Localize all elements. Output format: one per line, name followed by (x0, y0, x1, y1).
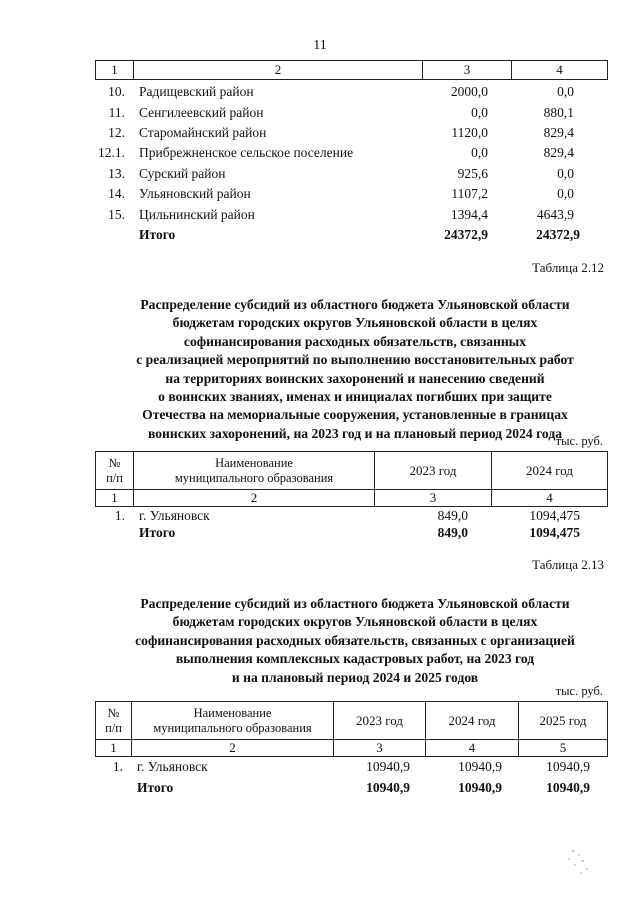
header-number-cell: 1 (96, 490, 134, 507)
title-line: софинансирования расходных обязательств, связанных (183, 333, 527, 349)
row-name: Сенгилеевский район (139, 104, 264, 120)
row-value-1: 0,0 (471, 104, 488, 120)
header-num-line: п/п (106, 470, 123, 485)
title-line: бюджетам городских округов Ульяновской области в целях (172, 614, 538, 630)
header-num-line: № (108, 455, 121, 470)
row-number: 11. (108, 104, 125, 120)
title-line: и на плановый период 2024 и 2025 годов (231, 669, 479, 685)
row-name: г. Ульяновск (137, 759, 208, 775)
header-number-cell: 2 (134, 61, 423, 80)
header-name-line: муниципального образования (153, 720, 312, 735)
total-value-2: 1094,475 (529, 524, 580, 540)
header-number-cell: 3 (375, 490, 492, 507)
table-212-body (95, 507, 608, 541)
title-line: с реализацией мероприятий по выполнению восстановительных работ (136, 352, 574, 368)
total-value-1: 849,0 (437, 524, 468, 540)
row-value-2: 1094,475 (529, 507, 580, 523)
table-row (95, 204, 608, 224)
header-number-cell: 1 (96, 740, 132, 757)
row-number: 13. (108, 165, 125, 181)
title-line: Распределение субсидий из областного бюджета Ульяновской области (140, 596, 570, 611)
title-line: Распределение субсидий из областного бюджета Ульяновской области (140, 297, 570, 312)
table-row (95, 82, 608, 102)
row-name: Ульяновский район (139, 186, 251, 202)
row-value-1: 1394,4 (450, 206, 488, 222)
row-name: Цильнинский район (139, 206, 255, 222)
header-number-cell: 4 (426, 740, 519, 757)
total-label: Итого (137, 779, 174, 795)
total-value-2: 10940,9 (458, 779, 502, 795)
row-name: Сурский район (139, 165, 226, 181)
header-name-cell (134, 452, 375, 490)
table-row (95, 507, 608, 524)
row-number: 12. (108, 124, 125, 140)
row-value-1: 925,6 (457, 165, 488, 181)
row-number: 14. (108, 186, 125, 202)
table-label: Таблица 2.12 (532, 260, 604, 275)
header-num-cell (96, 452, 134, 490)
row-value-1: 2000,0 (450, 84, 488, 100)
row-number: 10. (108, 84, 125, 100)
header-num-line: п/п (105, 720, 122, 735)
title-line: бюджетам городских округов Ульяновской области в целях (172, 315, 538, 331)
header-num-cell (96, 702, 132, 740)
table-212-header (95, 451, 608, 507)
row-number: 15. (108, 206, 125, 222)
scan-speckle (565, 845, 595, 880)
total-row (95, 524, 608, 541)
units-label: тыс. руб. (555, 684, 603, 698)
total-row (95, 225, 608, 245)
row-value-2: 880,1 (543, 104, 574, 120)
header-number-cell: 3 (334, 740, 426, 757)
header-number-cell: 2 (132, 740, 334, 757)
table-row (95, 184, 608, 204)
table-row (95, 143, 608, 163)
header-number-cell: 3 (423, 61, 512, 80)
total-label: Итого (139, 226, 176, 242)
row-value-3: 10940,9 (546, 759, 590, 775)
table-title (95, 595, 615, 687)
header-2024-cell: 2024 год (426, 702, 519, 740)
total-row (95, 777, 608, 797)
header-name-line: Наименование (193, 705, 272, 720)
row-value-2: 829,4 (543, 145, 574, 161)
header-number-cell: 5 (519, 740, 608, 757)
total-value-3: 10940,9 (546, 779, 590, 795)
header-name-line: муниципального образования (174, 470, 334, 485)
row-number: 12.1. (98, 145, 125, 161)
page-number: 11 (313, 38, 327, 53)
title-line: Отечества на мемориальные сооружения, установленные в границах (142, 407, 568, 423)
row-value-1: 10940,9 (366, 759, 410, 775)
table-row (95, 102, 608, 122)
title-line: выполнения комплексных кадастровых работ, на 2023 год (175, 651, 535, 667)
total-value-1: 10940,9 (366, 779, 410, 795)
title-line: на территориях воинских захоронений и нанесению сведений (165, 370, 545, 386)
row-value-2: 0,0 (557, 84, 574, 100)
row-value-2: 10940,9 (458, 759, 502, 775)
header-number-cell: 4 (492, 490, 608, 507)
table-213-body (95, 757, 608, 798)
header-2023-cell: 2023 год (334, 702, 426, 740)
row-number: 1. (112, 759, 123, 775)
total-label: Итого (139, 524, 176, 540)
header-number-cell: 2 (134, 490, 375, 507)
row-name: Радищевский район (139, 84, 254, 100)
header-num-line: № (107, 705, 120, 720)
table-213-header (95, 701, 608, 757)
total-value-2: 24372,9 (536, 226, 580, 242)
row-value-2: 0,0 (557, 186, 574, 202)
row-name: Старомайнский район (139, 124, 267, 140)
header-2023-cell: 2023 год (375, 452, 492, 490)
row-value-1: 849,0 (437, 507, 468, 523)
title-line: о воинских званиях, именах и инициалах погибших при защите (158, 389, 552, 405)
header-number-cell: 4 (512, 61, 608, 80)
row-value-2: 829,4 (543, 124, 574, 140)
continuation-table-header (95, 60, 608, 80)
total-value-1: 24372,9 (444, 226, 488, 242)
header-name-line: Наименование (215, 455, 293, 470)
header-2025-cell: 2025 год (519, 702, 608, 740)
header-2024-cell: 2024 год (492, 452, 608, 490)
title-line: воинских захоронений, на 2023 год и на плановый период 2024 года (147, 425, 562, 441)
title-line: софинансирования расходных обязательств, связанных с организацией (135, 632, 575, 648)
table-title (95, 296, 615, 443)
table-row (95, 164, 608, 184)
row-value-1: 1107,2 (451, 186, 488, 202)
table-row (95, 757, 608, 777)
header-name-cell (132, 702, 334, 740)
row-value-2: 4643,9 (536, 206, 574, 222)
continuation-table-body (95, 82, 608, 245)
row-value-2: 0,0 (557, 165, 574, 181)
row-name: г. Ульяновск (139, 507, 210, 523)
table-row (95, 123, 608, 143)
row-name: Прибрежненское сельское поселение (139, 145, 354, 161)
row-value-1: 1120,0 (451, 124, 488, 140)
header-number-cell: 1 (96, 61, 134, 80)
row-number: 1. (114, 507, 125, 523)
row-value-1: 0,0 (471, 145, 488, 161)
table-label: Таблица 2.13 (532, 557, 604, 572)
units-label: тыс. руб. (555, 434, 603, 448)
